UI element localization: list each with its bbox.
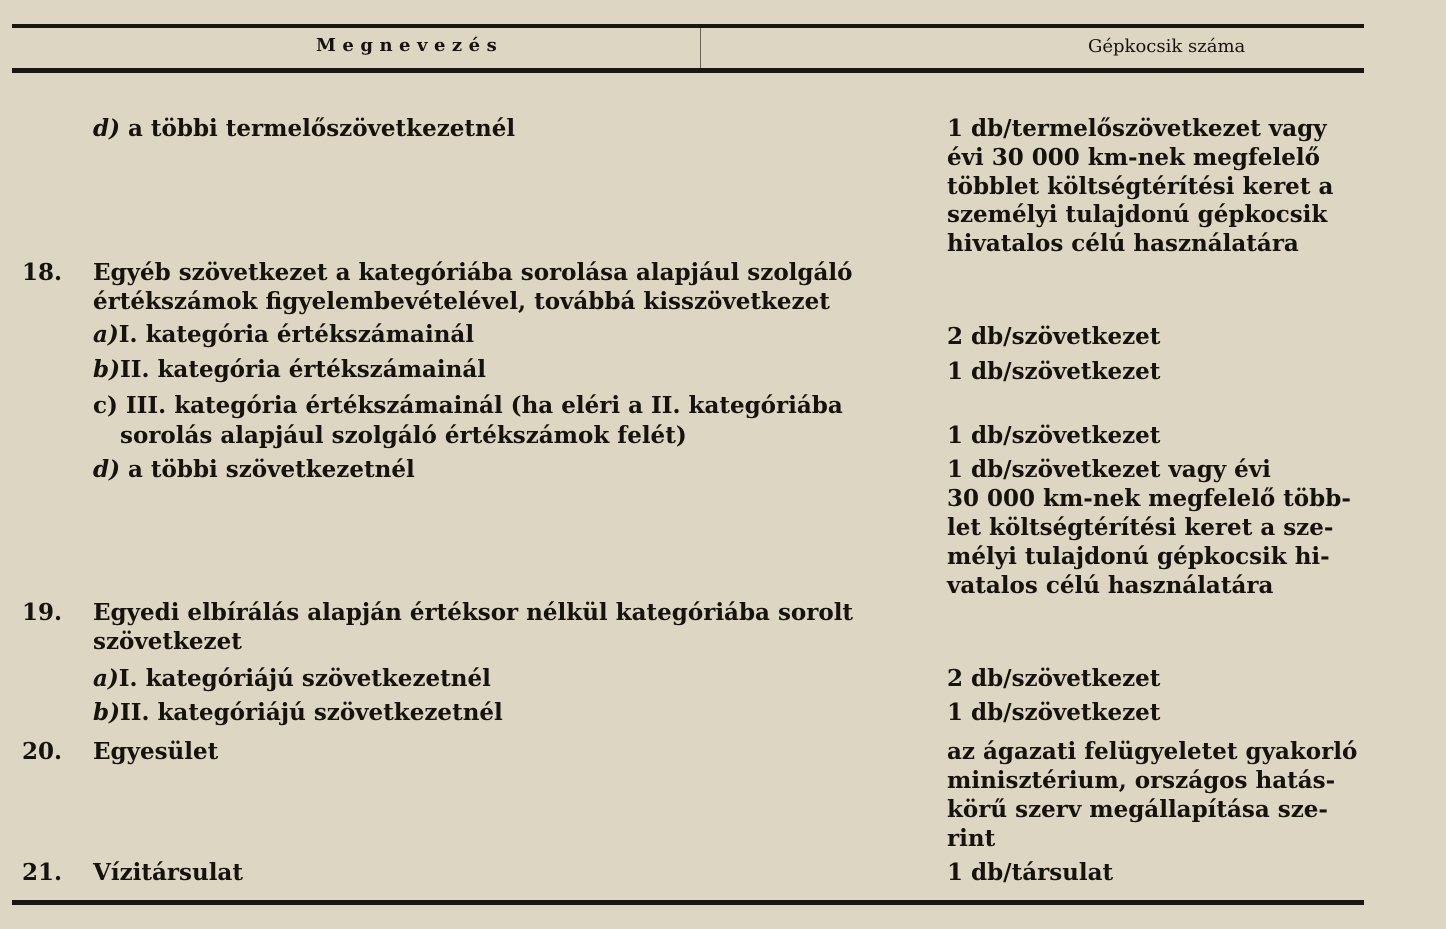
row-19-b	[93, 698, 503, 728]
value-line: személyi tulajdonú gépkocsik	[947, 201, 1328, 228]
row-18-label-line: értékszámok figyelembevételével, továbbá kisszövetkezet	[93, 288, 830, 315]
row-19-b-value: 1 db/szövetkezet	[947, 699, 1161, 726]
row-18-label-line: Egyéb szövetkezet a kategóriába sorolása alapjául szolgáló	[93, 259, 853, 286]
value-line: 30 000 km-nek megfelelő több-	[947, 485, 1351, 512]
row-19-a-value: 2 db/szövetkezet	[947, 665, 1161, 692]
item-label: III. kategória értékszámainál (ha eléri a II. kategóriába	[125, 392, 843, 419]
row-19-a	[93, 664, 491, 694]
row-21-label: Vízitársulat	[93, 859, 243, 886]
table-top-rule	[12, 24, 1364, 28]
item-marker: d)	[93, 115, 120, 142]
value-line: többlet költségtérítési keret a	[947, 173, 1334, 200]
row-20-label: Egyesület	[93, 738, 219, 765]
item-label: II. kategóriájú szövetkezetnél	[119, 699, 503, 726]
value-line: let költségtérítési keret a sze-	[947, 514, 1334, 541]
header-gepkocsik-szama: Gépkocsik száma	[1088, 36, 1246, 57]
item-marker: b)	[93, 699, 120, 726]
row-18-b	[93, 355, 486, 385]
value-line: évi 30 000 km-nek megfelelő	[947, 144, 1320, 171]
value-line: mélyi tulajdonú gépkocsik hi-	[947, 543, 1330, 570]
row-18-b-value: 1 db/szövetkezet	[947, 358, 1161, 385]
row-21-value: 1 db/társulat	[947, 859, 1114, 886]
item-label: a többi szövetkezetnél	[127, 456, 415, 483]
row-18-a	[93, 320, 474, 350]
value-line: rint	[947, 825, 996, 852]
header-bottom-rule	[12, 68, 1364, 73]
value-line: 1 db/termelőszövetkezet vagy	[947, 115, 1327, 142]
item-label: a többi termelőszövetkezetnél	[127, 115, 516, 142]
row-number-21: 21.	[22, 859, 63, 886]
value-line: az ágazati felügyeletet gyakorló	[947, 738, 1358, 765]
value-line: vatalos célú használatára	[947, 572, 1274, 599]
row-number-18: 18.	[22, 259, 63, 286]
item-marker: c)	[93, 392, 118, 419]
item-label: I. kategóriájú szövetkezetnél	[118, 665, 491, 692]
row-18-c	[93, 391, 843, 421]
row-18-a-value: 2 db/szövetkezet	[947, 323, 1161, 350]
header-megnevezes: Megnevezés	[316, 35, 504, 56]
row-19-label-line: szövetkezet	[93, 628, 242, 655]
item-marker: a)	[93, 665, 119, 692]
row-18-c-value: 1 db/szövetkezet	[947, 422, 1161, 449]
item-marker: a)	[93, 321, 119, 348]
row-number-19: 19.	[22, 599, 63, 626]
table-bottom-rule	[12, 900, 1364, 905]
row-19-label-line: Egyedi elbírálás alapján értéksor nélkül kategóriába sorolt	[93, 599, 854, 626]
value-line: minisztérium, országos hatás-	[947, 767, 1336, 794]
row-18-d	[93, 455, 415, 485]
header-column-divider	[700, 28, 701, 68]
row-18-c-label-cont: sorolás alapjául szolgáló értékszámok felét)	[120, 422, 687, 449]
item-label: I. kategória értékszámainál	[118, 321, 475, 348]
item-marker: d)	[93, 456, 120, 483]
value-line: hivatalos célú használatára	[947, 230, 1299, 257]
item-label: II. kategória értékszámainál	[119, 356, 486, 383]
item-marker: b)	[93, 356, 120, 383]
value-line: körű szerv megállapítása sze-	[947, 796, 1328, 823]
row-number-20: 20.	[22, 738, 63, 765]
value-line: 1 db/szövetkezet vagy évi	[947, 456, 1271, 483]
row-d-termeloszov	[93, 114, 515, 144]
